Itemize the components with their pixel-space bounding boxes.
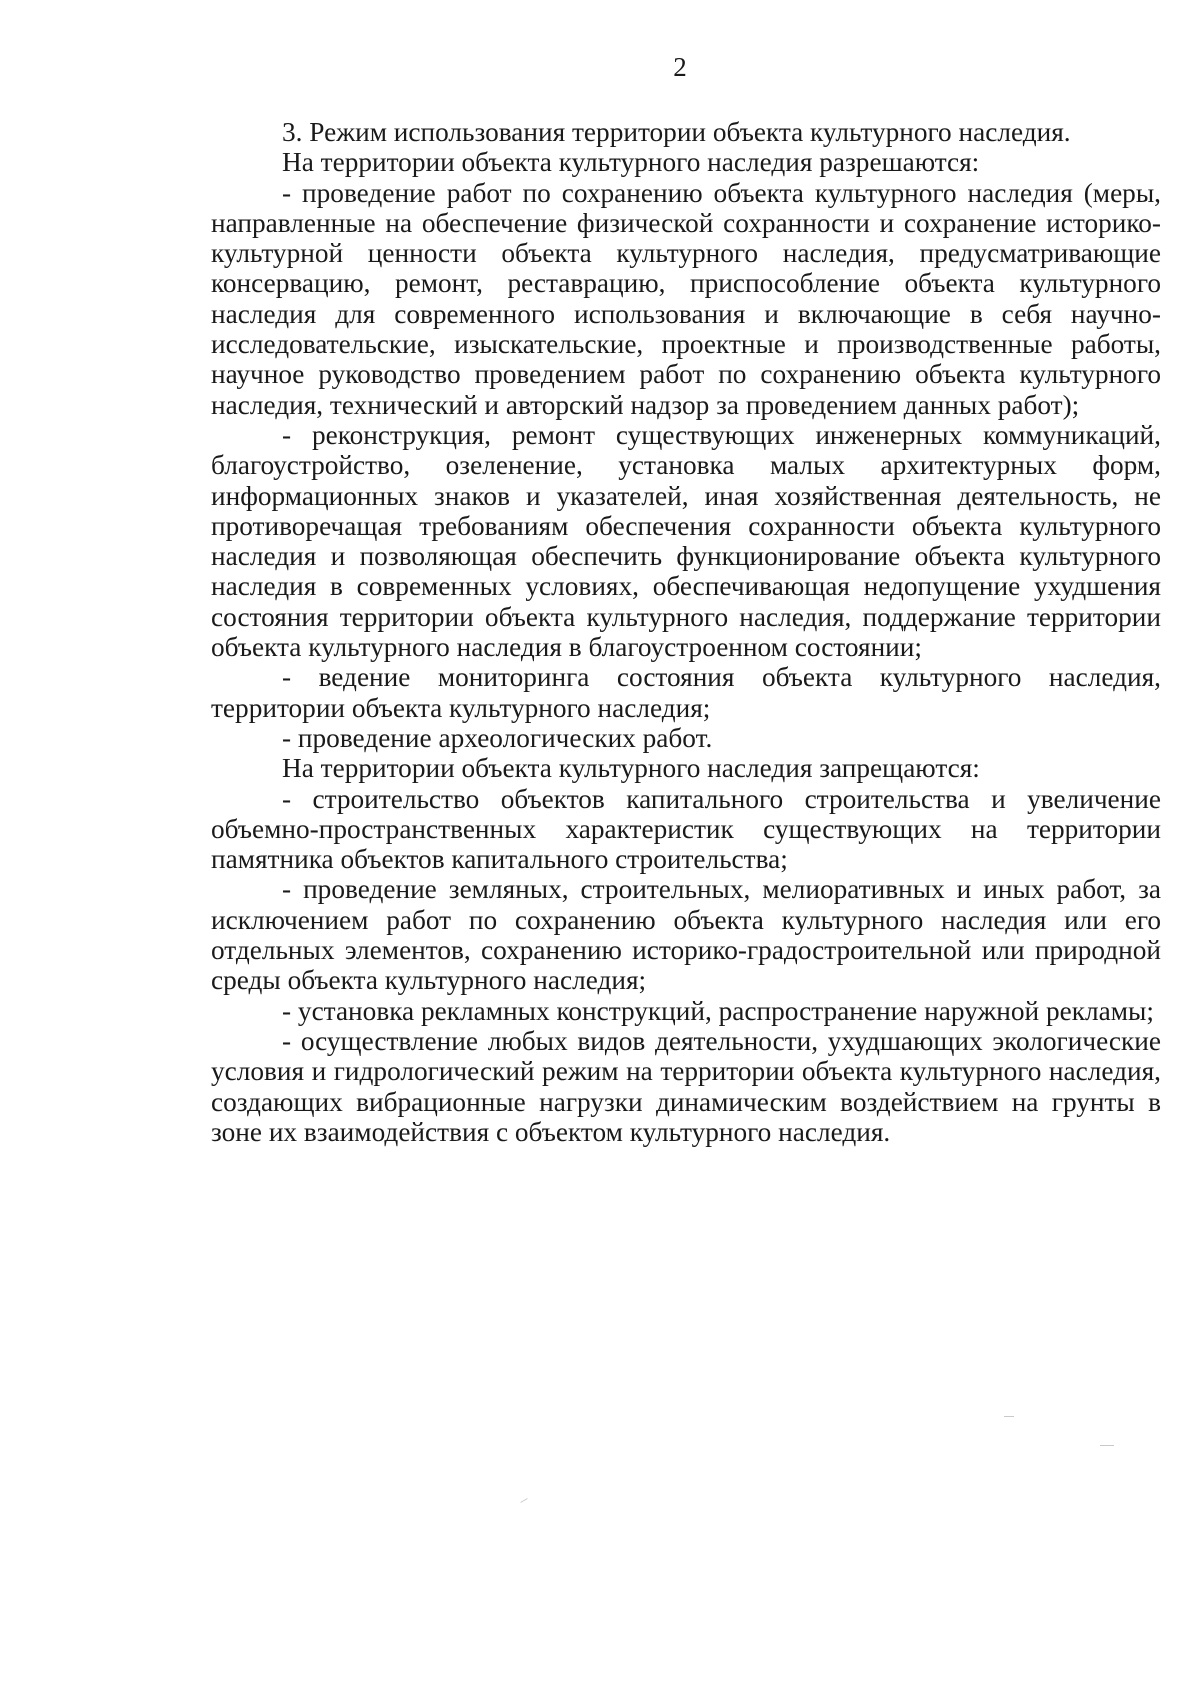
allowed-item-monitoring: - ведение мониторинга состояния объекта культурного наследия, территории объекта культурного наследия; <box>211 662 1161 723</box>
allowed-item-preservation: - проведение работ по сохранению объекта культурного наследия (меры, направленные на обеспечение физической сохранности и сохранение историко-культурной ценности объекта культурного наследия, предусматривающие консервацию, ремонт, реставрацию, приспособление объекта культурного наследия для современного использования и включающие в себя научно-исследовательские, изыскательские, проектные и производственные работы, научное руководство проведением работ по сохранению объекта культурного наследия, технический и авторский надзор за проведением данных работ); <box>211 177 1161 420</box>
scan-mark <box>520 1498 527 1503</box>
scan-mark <box>1100 1445 1114 1446</box>
prohibited-item-construction: - строительство объектов капитального строительства и увеличение объемно-пространственных характеристик существующих на территории памятника объектов капитального строительства; <box>211 783 1161 875</box>
prohibited-item-ecology: - осуществление любых видов деятельности, ухудшающих экологические условия и гидрологический режим на территории объекта культурного наследия, создающих вибрационные нагрузки динамическим воздействием на грунты в зоне их взаимодействия с объектом культурного наследия. <box>211 1025 1161 1147</box>
scan-mark <box>1004 1416 1014 1417</box>
document-body <box>211 117 1161 1147</box>
section-heading: 3. Режим использования территории объекта культурного наследия. <box>282 117 1071 147</box>
prohibited-item-advertising: - установка рекламных конструкций, распространение наружной рекламы; <box>282 995 1154 1026</box>
allowed-item-reconstruction: - реконструкция, ремонт существующих инженерных коммуникаций, благоустройство, озеленение, установка малых архитектурных форм, информационных знаков и указателей, иная хозяйственная деятельность, не противоречащая требованиям обеспечения сохранности объекта культурного наследия и позволяющая обеспечить функционирование объекта культурного наследия в современных условиях, обеспечивающая недопущение ухудшения состояния территории объекта культурного наследия, поддержание территории объекта культурного наследия в благоустроенном состоянии; <box>211 419 1161 663</box>
page-number: 2 <box>673 52 687 82</box>
allowed-item-archaeology: - проведение археологических работ. <box>282 722 713 753</box>
prohibited-item-earthworks: - проведение земляных, строительных, мелиоративных и иных работ, за исключением работ по сохранению объекта культурного наследия или его отдельных элементов, сохранению историко-градостроительной или природной среды объекта культурного наследия; <box>211 874 1161 996</box>
allowed-intro: На территории объекта культурного наследия разрешаются: <box>282 147 980 178</box>
prohibited-intro: На территории объекта культурного наследия запрещаются: <box>282 753 980 784</box>
